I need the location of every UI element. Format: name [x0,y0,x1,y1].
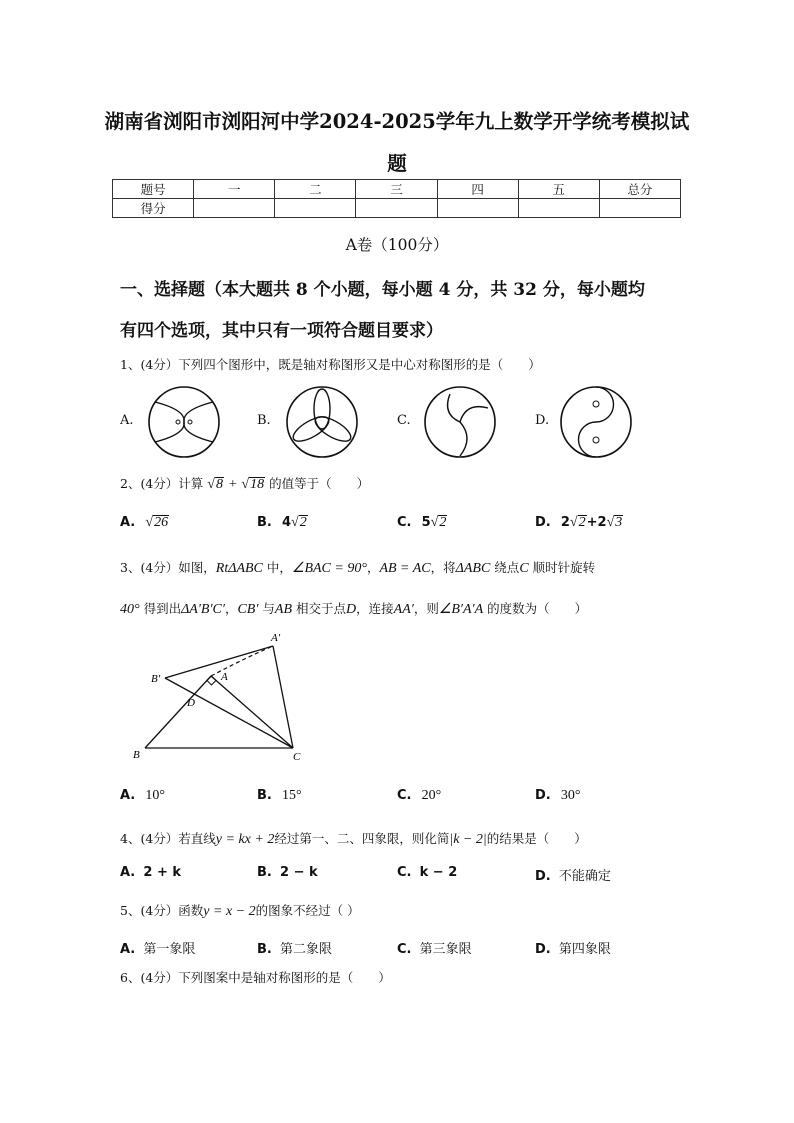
q2-option-b: B. 4√2 [257,515,307,530]
q3-math: AA′ [393,602,414,617]
q3-text: 得到出 [139,601,182,616]
q1-option-b-label: B. [257,413,271,428]
q2-option-b-coef: 4 [282,515,292,530]
q3-text: ， [224,601,238,616]
q2-option-a: A. √26 [120,515,169,530]
right-angle-mark [207,676,216,685]
q3-option-a-label: A. [120,788,136,803]
q3-option-d-value: 30° [560,788,581,803]
q2-plus: + [227,477,238,492]
q5-option-a-label: A. [120,942,136,957]
q5-option-d-label: D. [535,942,551,957]
q2-option-b-label: B. [257,515,272,530]
question-4-stem [120,829,587,848]
q2-option-c: C. 5√2 [397,515,447,530]
q5-option-a [120,938,195,957]
q4-option-d [535,865,611,884]
question-5-stem [120,901,360,920]
q1-figure-b [284,384,360,460]
q2-radicand-2: 18 [250,477,265,492]
label-c: C [293,751,301,763]
q1-option-d-label: D. [535,413,550,428]
q3-option-a-value: 10° [145,788,165,803]
q1-figure-d [558,384,634,460]
q3-math: C [519,561,529,576]
q3-math: ∠BAC = 90° [291,561,367,576]
question-2-stem: 2、(4分）计算 √8 + √18 的值等于（ ） [120,476,370,492]
score-cell [437,199,518,218]
question-6-stem: 6、(4分）下列图案中是轴对称图形的是（ ） [120,970,391,985]
q3-option-b-label: B. [257,788,272,803]
q5-option-b [257,938,332,957]
q2-option-b-radicand: 2 [299,515,307,530]
score-row-label: 得分 [113,199,194,218]
page-title-line2: 题 [387,152,407,175]
q3-geometry-figure [125,628,315,766]
q3-option-d [535,788,580,804]
q2-option-a-label: A. [120,515,136,530]
q5-option-b-label: B. [257,942,272,957]
score-table-score-row [113,199,681,218]
q4-option-b [257,865,318,880]
q3-math: 40° [120,602,140,617]
q5-option-a-value: 第一象限 [143,942,196,957]
q5-option-b-value: 第二象限 [280,942,333,957]
score-header-cell: 总分 [599,180,680,199]
q4-option-c-label: C. [397,865,412,880]
score-table [112,179,681,218]
page-title-line1: 湖南省浏阳市浏阳河中学2024-2025学年九上数学开学统考模拟试 [104,110,690,133]
score-cell [275,199,356,218]
q3-text: 绕点 [490,560,520,575]
q3-option-a [120,788,165,804]
q2-option-d: D. 2√2+2√3 [535,515,623,530]
score-header-cell: 题号 [113,180,194,199]
q4-option-a [120,865,181,880]
q3-option-b [257,788,302,804]
q5-text: 的图象不经过（ ） [255,903,360,918]
q4-math: |k − 2| [449,832,487,847]
q3-text: ， [366,560,380,575]
q2-radicand-1: 8 [215,477,223,492]
q1-figure-a [146,384,222,460]
q1-option-a-label: A. [120,413,134,428]
q3-text: 的度数为（ ） [483,601,588,616]
label-a: A [221,671,228,683]
score-header-cell: 五 [518,180,599,199]
score-header-cell: 三 [356,180,437,199]
score-header-cell: 一 [194,180,275,199]
q2-option-d-coef: 2 [560,515,570,530]
q2-option-a-radicand: 26 [154,515,169,530]
segment-ba [145,676,211,748]
section-heading-line2: 有四个选项，其中只有一项符合题目要求） [120,321,443,341]
q3-text: ，连接 [356,601,394,616]
q2-option-d-mid: +2 [586,515,607,530]
q4-option-d-label: D. [535,869,551,884]
question-1-stem: 1、(4分）下列四个图形中，既是轴对称图形又是中心对称图形的是（ ） [120,357,541,372]
segment-b1a1 [165,646,273,678]
q3-text: 中， [262,560,292,575]
q2-suffix: 的值等于（ ） [269,476,370,491]
score-header-cell: 四 [437,180,518,199]
q1-figure-c [422,384,498,460]
score-cell [518,199,599,218]
q2-option-d-label: D. [535,515,551,530]
q4-option-b-value: 2 − k [280,865,318,880]
q3-text: 3、(4分）如图， [120,560,216,575]
label-b-prime: B′ [151,673,161,685]
q3-option-c [397,788,441,804]
q3-text: 相交于点 [292,601,346,616]
q3-text: 顺时针旋转 [528,560,596,575]
score-cell [599,199,680,218]
q4-text: 的结果是（ ） [486,831,587,846]
label-d: D [187,697,195,709]
q5-option-c [397,938,472,957]
question-3-line2 [120,599,587,618]
q3-option-b-value: 15° [282,788,302,803]
q3-math: AB [274,602,293,617]
q1-option-c-label: C. [397,413,411,428]
q3-text: 与 [258,601,275,616]
q3-text: ，将 [430,560,456,575]
q3-math: ΔA′B′C′ [181,602,225,617]
score-table-header-row [113,180,681,199]
q3-math: ΔABC [455,561,491,576]
volume-heading: A卷（100分） [345,236,449,254]
q5-math: y = x − 2 [203,904,256,919]
q2-option-d-radicand-2: 3 [615,515,623,530]
q4-option-c [397,865,457,880]
q3-text: ，则 [413,601,439,616]
question-3-line1 [120,558,595,577]
q4-option-c-value: k − 2 [419,865,458,880]
q2-option-c-coef: 5 [421,515,431,530]
q5-option-c-value: 第三象限 [419,942,472,957]
q2-option-c-label: C. [397,515,412,530]
q2-option-d-radicand-1: 2 [578,515,586,530]
q4-text: 经过第一、二、四象限，则化简 [274,831,450,846]
q3-math: AB = AC [379,561,431,576]
q4-option-a-label: A. [120,865,136,880]
q4-text: 4、(4分）若直线 [120,831,216,846]
q5-option-c-label: C. [397,942,412,957]
section-heading-line1: 一、选择题（本大题共 8 个小题，每小题 4 分，共 32 分，每小题均 [120,280,645,300]
q2-option-c-radicand: 2 [439,515,447,530]
q3-option-c-value: 20° [421,788,442,803]
label-b: B [133,749,140,761]
q3-math: CB′ [237,602,259,617]
score-cell [194,199,275,218]
score-cell [356,199,437,218]
q3-option-d-label: D. [535,788,551,803]
segment-b1c [165,678,293,748]
q2-prefix: 2、(4分）计算 [120,476,204,491]
q5-text: 5、(4分）函数 [120,903,204,918]
q3-option-c-label: C. [397,788,412,803]
q4-math: y = kx + 2 [215,832,275,847]
q5-option-d [535,938,611,957]
score-header-cell: 二 [275,180,356,199]
q4-option-b-label: B. [257,865,272,880]
q3-math: D [346,602,357,617]
q3-math: ∠B′A′A [438,602,484,617]
q4-option-a-value: 2 + k [143,865,182,880]
label-a-prime: A′ [271,632,281,644]
q4-option-d-value: 不能确定 [558,869,611,884]
q3-math: RtΔABC [215,561,263,576]
q5-option-d-value: 第四象限 [558,942,611,957]
